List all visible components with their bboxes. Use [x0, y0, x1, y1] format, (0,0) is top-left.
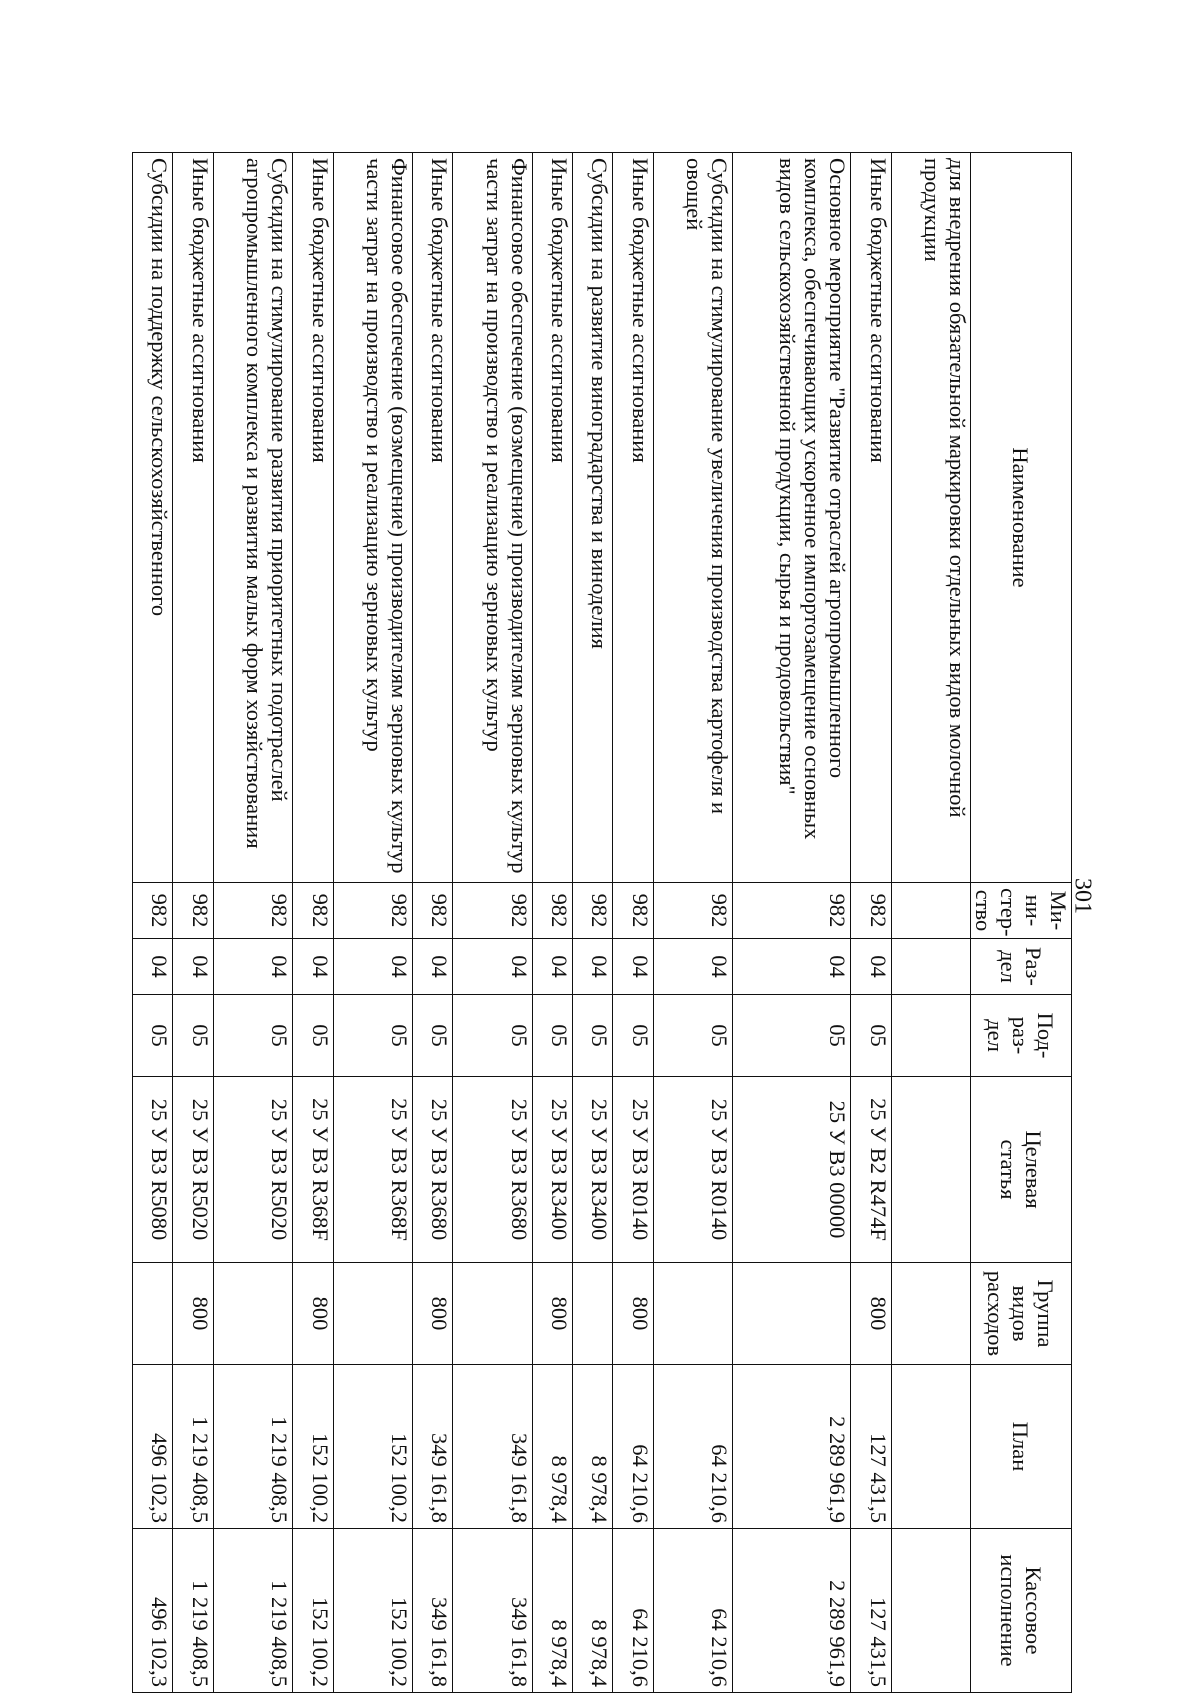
cell-expense-group: 800: [412, 1263, 452, 1365]
cell-name: Иные бюджетные ассигнования: [532, 153, 572, 883]
table-header-row: [971, 153, 1072, 1693]
cell-plan: 8 978,4: [573, 1365, 613, 1529]
cell-subsection: 05: [532, 995, 572, 1077]
header-name: Наименование: [971, 153, 1072, 883]
cell-subsection: 05: [293, 995, 333, 1077]
cell-section: 04: [213, 939, 292, 995]
cell-plan: 2 289 961,9: [733, 1365, 851, 1529]
cell-cash-execution: 64 210,6: [653, 1529, 732, 1693]
cell-name: Иные бюджетные ассигнования: [851, 153, 891, 883]
cell-ministry: [891, 883, 970, 939]
cell-target-item: 25 У B3 R0140: [653, 1077, 732, 1263]
cell-expense-group: [213, 1263, 292, 1365]
cell-ministry: 982: [532, 883, 572, 939]
cell-name: для внедрения обязательной маркировки отдельных видов молочной продукции: [891, 153, 970, 883]
cell-expense-group: [573, 1263, 613, 1365]
cell-section: 04: [653, 939, 732, 995]
cell-plan: 152 100,2: [333, 1365, 412, 1529]
cell-cash-execution: 8 978,4: [573, 1529, 613, 1693]
cell-ministry: 982: [213, 883, 292, 939]
cell-expense-group: 800: [613, 1263, 653, 1365]
budget-table: [132, 152, 1072, 1693]
table-row: [532, 153, 572, 1693]
cell-target-item: 25 У B3 R3400: [573, 1077, 613, 1263]
cell-section: 04: [453, 939, 532, 995]
cell-plan: 349 161,8: [412, 1365, 452, 1529]
cell-plan: 152 100,2: [293, 1365, 333, 1529]
cell-cash-execution: 64 210,6: [613, 1529, 653, 1693]
cell-expense-group: [133, 1263, 173, 1365]
header-ministry: Ми- ни- стер- ство: [971, 883, 1072, 939]
cell-cash-execution: 1 219 408,5: [173, 1529, 213, 1693]
cell-section: 04: [573, 939, 613, 995]
cell-plan: 1 219 408,5: [213, 1365, 292, 1529]
cell-cash-execution: 496 102,3: [133, 1529, 173, 1693]
cell-cash-execution: 127 431,5: [851, 1529, 891, 1693]
cell-section: 04: [173, 939, 213, 995]
cell-expense-group: [733, 1263, 851, 1365]
cell-ministry: 982: [851, 883, 891, 939]
table-row: [333, 153, 412, 1693]
cell-target-item: 25 У B3 R3400: [532, 1077, 572, 1263]
cell-section: [891, 939, 970, 995]
cell-subsection: 05: [173, 995, 213, 1077]
cell-target-item: 25 У B3 R3680: [412, 1077, 452, 1263]
cell-subsection: 05: [213, 995, 292, 1077]
cell-plan: 64 210,6: [653, 1365, 732, 1529]
cell-plan: 127 431,5: [851, 1365, 891, 1529]
cell-name: Финансовое обеспечение (возмещение) производителям зерновых культур части затрат на производство и реализацию зерновых культур: [333, 153, 412, 883]
table-body: [133, 153, 971, 1693]
cell-name: Субсидии на стимулирование увеличения производства картофеля и овощей: [653, 153, 732, 883]
cell-target-item: 25 У B3 R5020: [173, 1077, 213, 1263]
cell-section: 04: [733, 939, 851, 995]
cell-cash-execution: [891, 1529, 970, 1693]
header-plan: План: [971, 1365, 1072, 1529]
cell-subsection: 05: [453, 995, 532, 1077]
header-subsection: Под- раз- дел: [971, 995, 1072, 1077]
cell-cash-execution: 152 100,2: [333, 1529, 412, 1693]
cell-name: Иные бюджетные ассигнования: [412, 153, 452, 883]
table-row: [613, 153, 653, 1693]
table-row: [133, 153, 173, 1693]
cell-target-item: 25 У B3 R368F: [293, 1077, 333, 1263]
cell-cash-execution: 8 978,4: [532, 1529, 572, 1693]
cell-cash-execution: 349 161,8: [412, 1529, 452, 1693]
cell-cash-execution: 1 219 408,5: [213, 1529, 292, 1693]
cell-name: Иные бюджетные ассигнования: [173, 153, 213, 883]
cell-expense-group: 800: [532, 1263, 572, 1365]
cell-subsection: 05: [653, 995, 732, 1077]
header-cash-execution: Кассовое исполнение: [971, 1529, 1072, 1693]
cell-ministry: 982: [173, 883, 213, 939]
cell-ministry: 982: [453, 883, 532, 939]
cell-subsection: 05: [573, 995, 613, 1077]
cell-plan: 64 210,6: [613, 1365, 653, 1529]
cell-section: 04: [412, 939, 452, 995]
cell-plan: [891, 1365, 970, 1529]
cell-subsection: 05: [613, 995, 653, 1077]
cell-ministry: 982: [133, 883, 173, 939]
cell-target-item: 25 У B2 R474F: [851, 1077, 891, 1263]
rotated-table-wrapper: [132, 152, 1072, 1692]
cell-section: 04: [293, 939, 333, 995]
cell-subsection: [891, 995, 970, 1077]
cell-target-item: 25 У B3 R3680: [453, 1077, 532, 1263]
cell-section: 04: [333, 939, 412, 995]
cell-plan: 8 978,4: [532, 1365, 572, 1529]
table-row: [851, 153, 891, 1693]
cell-subsection: 05: [133, 995, 173, 1077]
table-row: [733, 153, 851, 1693]
cell-ministry: 982: [613, 883, 653, 939]
header-expense-group: Группа видов расходов: [971, 1263, 1072, 1365]
cell-ministry: 982: [293, 883, 333, 939]
cell-target-item: 25 У B3 R0140: [613, 1077, 653, 1263]
table-row: [213, 153, 292, 1693]
cell-cash-execution: 152 100,2: [293, 1529, 333, 1693]
cell-ministry: 982: [573, 883, 613, 939]
cell-expense-group: [653, 1263, 732, 1365]
cell-subsection: 05: [733, 995, 851, 1077]
header-section: Раз- дел: [971, 939, 1072, 995]
cell-target-item: 25 У B3 R5080: [133, 1077, 173, 1263]
cell-target-item: 25 У B3 R5020: [213, 1077, 292, 1263]
cell-ministry: 982: [653, 883, 732, 939]
cell-subsection: 05: [851, 995, 891, 1077]
cell-target-item: [891, 1077, 970, 1263]
page-number: 301: [1069, 878, 1096, 914]
cell-name: Субсидии на стимулирование развития приоритетных подотраслей агропромышленного комплекса и развития малых форм хозяйствования: [213, 153, 292, 883]
table-row: [653, 153, 732, 1693]
cell-subsection: 05: [412, 995, 452, 1077]
cell-name: Финансовое обеспечение (возмещение) производителям зерновых культур части затрат на производство и реализацию зерновых культур: [453, 153, 532, 883]
cell-ministry: 982: [733, 883, 851, 939]
cell-plan: 1 219 408,5: [173, 1365, 213, 1529]
table-row: [573, 153, 613, 1693]
table-row: [293, 153, 333, 1693]
cell-expense-group: 800: [293, 1263, 333, 1365]
cell-expense-group: 800: [173, 1263, 213, 1365]
table-row: [453, 153, 532, 1693]
cell-cash-execution: 349 161,8: [453, 1529, 532, 1693]
cell-plan: 349 161,8: [453, 1365, 532, 1529]
cell-name: Субсидии на поддержку сельскохозяйственного: [133, 153, 173, 883]
cell-plan: 496 102,3: [133, 1365, 173, 1529]
cell-name: Основное мероприятие "Развитие отраслей агропромышленного комплекса, обеспечивающих ускоренное импортозамещение основных видов сельскохозяйственной продукции, сырья и продовольствия": [733, 153, 851, 883]
cell-name: Иные бюджетные ассигнования: [293, 153, 333, 883]
cell-subsection: 05: [333, 995, 412, 1077]
cell-expense-group: 800: [851, 1263, 891, 1365]
cell-expense-group: [891, 1263, 970, 1365]
cell-cash-execution: 2 289 961,9: [733, 1529, 851, 1693]
cell-target-item: 25 У B3 00000: [733, 1077, 851, 1263]
cell-section: 04: [133, 939, 173, 995]
cell-ministry: 982: [412, 883, 452, 939]
cell-name: Иные бюджетные ассигнования: [613, 153, 653, 883]
header-target-item: Целевая статья: [971, 1077, 1072, 1263]
cell-section: 04: [532, 939, 572, 995]
table-row: [173, 153, 213, 1693]
cell-ministry: 982: [333, 883, 412, 939]
cell-expense-group: [333, 1263, 412, 1365]
cell-name: Субсидии на развитие виноградарства и виноделия: [573, 153, 613, 883]
cell-target-item: 25 У B3 R368F: [333, 1077, 412, 1263]
cell-section: 04: [613, 939, 653, 995]
cell-expense-group: [453, 1263, 532, 1365]
table-row: [412, 153, 452, 1693]
cell-section: 04: [851, 939, 891, 995]
table-row: [891, 153, 970, 1693]
